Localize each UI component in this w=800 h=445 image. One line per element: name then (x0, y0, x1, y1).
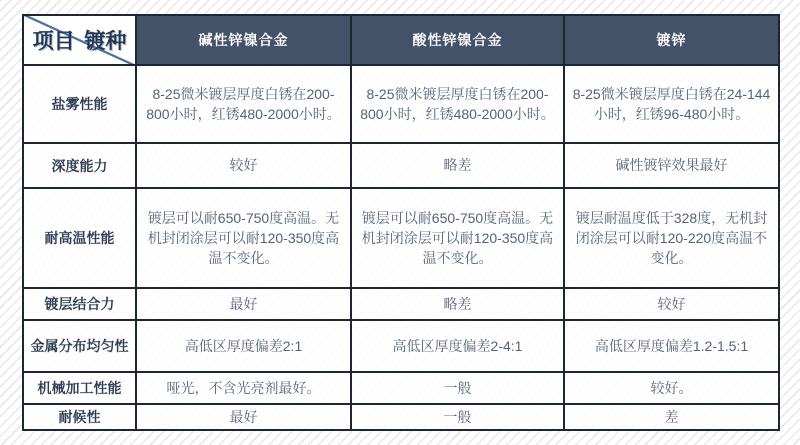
cell: 镀层可以耐650-750度高温。无机封闭涂层可以耐120-350度高温不变化。 (351, 188, 564, 288)
cell: 8-25微米镀层厚度白锈在200-800小时，红锈480-2000小时。 (136, 65, 351, 143)
row-label: 金属分布均匀性 (23, 320, 136, 372)
cell: 一般 (351, 372, 564, 404)
table-row-weather-resistance (23, 404, 779, 430)
cell: 较好 (136, 143, 351, 188)
cell: 差 (564, 404, 779, 430)
table-row-depth-ability (23, 143, 779, 188)
cell: 8-25微米镀层厚度白锈在200-800小时，红锈480-2000小时。 (351, 65, 564, 143)
cell: 最好 (136, 288, 351, 320)
column-header-alkaline-zinc-nickel: 碱性锌镍合金 (136, 15, 351, 65)
table-row-coating-adhesion (23, 288, 779, 320)
comparison-table (22, 14, 780, 431)
table-row-metal-distribution (23, 320, 779, 372)
cell: 镀层耐温度低于328度，无机封闭涂层可以耐120-220度高温不变化。 (564, 188, 779, 288)
corner-label: 项目 镀种 (32, 30, 127, 53)
cell: 最好 (136, 404, 351, 430)
row-label: 镀层结合力 (23, 288, 136, 320)
cell: 哑光，不含光亮剂最好。 (136, 372, 351, 404)
table-row-salt-spray (23, 65, 779, 143)
cell: 一般 (351, 404, 564, 430)
cell: 高低区厚度偏差1.2-1.5:1 (564, 320, 779, 372)
row-label: 深度能力 (23, 143, 136, 188)
cell: 略差 (351, 288, 564, 320)
cell: 较好。 (564, 372, 779, 404)
row-label: 耐候性 (23, 404, 136, 430)
header-row (23, 15, 779, 65)
cell: 碱性镀锌效果最好 (564, 143, 779, 188)
cell: 略差 (351, 143, 564, 188)
row-label: 耐高温性能 (23, 188, 136, 288)
table-row-machining-performance (23, 372, 779, 404)
cell: 镀层可以耐650-750度高温。无机封闭涂层可以耐120-350度高温不变化。 (136, 188, 351, 288)
column-header-acid-zinc-nickel: 酸性锌镍合金 (351, 15, 564, 65)
row-label: 盐雾性能 (23, 65, 136, 143)
corner-cell (23, 15, 136, 65)
cell: 高低区厚度偏差2-4:1 (351, 320, 564, 372)
cell: 高低区厚度偏差2:1 (136, 320, 351, 372)
table-row-heat-resistance (23, 188, 779, 288)
column-header-galvanized: 镀锌 (564, 15, 779, 65)
cell: 较好 (564, 288, 779, 320)
cell: 8-25微米镀层厚度白锈在24-144小时，红锈96-480小时。 (564, 65, 779, 143)
row-label: 机械加工性能 (23, 372, 136, 404)
